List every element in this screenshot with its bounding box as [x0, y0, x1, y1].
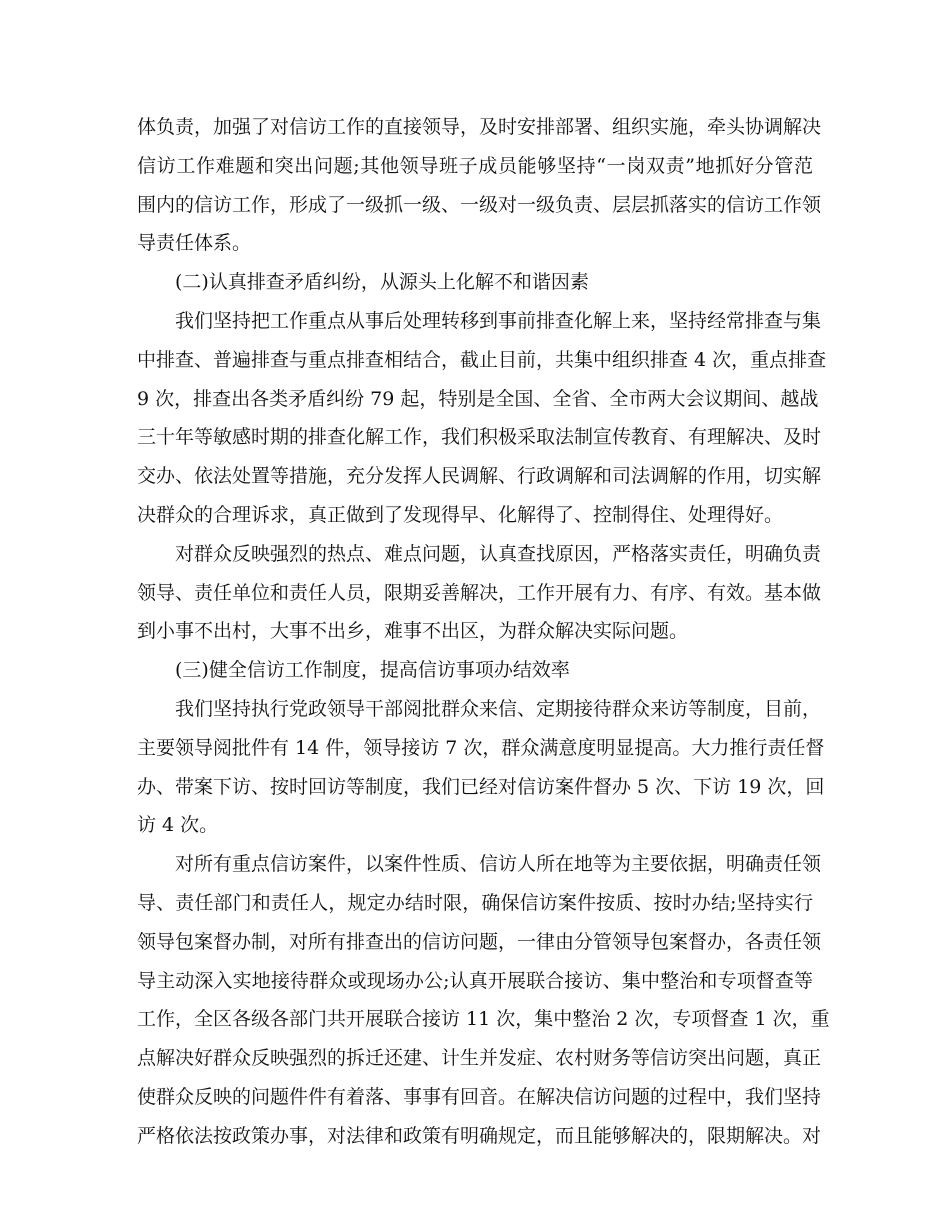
text-line: 点解决好群众反映强烈的拆迁还建、计生并发症、农村财务等信访突出问题，真正	[137, 1047, 822, 1070]
text-line: 对群众反映强烈的热点、难点问题，认真查找原因，严格落实责任，明确负责	[175, 542, 822, 565]
heading-text: (二)认真排查矛盾纠纷，从源头上化解不和谐因素	[175, 271, 589, 294]
text-line: 决群众的合理诉求，真正做到了发现得早、化解得了、控制得住、处理得好。	[137, 503, 784, 526]
text-line: 体负责，加强了对信访工作的直接领导，及时安排部署、组织实施，牵头协调解决	[137, 116, 822, 138]
text-line: 三十年等敏感时期的排查化解工作，我们积极采取法制宣传教育、有理解决、及时	[137, 426, 822, 449]
text-line: 交办、依法处置等措施，充分发挥人民调解、行政调解和司法调解的作用，切实解	[137, 465, 822, 488]
text-line: 对所有重点信访案件，以案件性质、信访人所在地等为主要依据，明确责任领	[175, 853, 822, 876]
text-line: 我们坚持把工作重点从事后处理转移到事前排查化解上来，坚持经常排查与集	[175, 309, 822, 332]
section-heading	[137, 263, 813, 302]
text-line: 主要领导阅批件有 14 件，领导接访 7 次，群众满意度明显提高。大力推行责任督	[137, 736, 825, 759]
text-line: 到小事不出村，大事不出乡，难事不出区，为群众解决实际问题。	[137, 620, 689, 643]
paragraph	[137, 845, 830, 1155]
text-line: 导、责任部门和责任人，规定办结时限，确保信访案件按质、按时办结;坚持实行	[137, 891, 813, 914]
text-line: 中排查、普遍排查与重点排查相结合，截止目前，共集中组织排查 4 次，重点排查	[137, 348, 827, 371]
document-body	[137, 108, 830, 1156]
heading-text: (三)健全信访工作制度，提高信访事项办结效率	[175, 659, 570, 682]
paragraph	[137, 535, 822, 651]
text-line: 导责任体系。	[137, 232, 252, 255]
text-line: 办、带案下访、按时回访等制度，我们已经对信访案件督办 5 次、下访 19 次，回	[137, 775, 825, 798]
text-line: 工作，全区各级各部门共开展联合接访 11 次，集中整治 2 次，专项督查 1 次，重	[137, 1008, 830, 1031]
text-line: 领导包案督办制，对所有排查出的信访问题，一律由分管领导包案督办，各责任领	[137, 930, 822, 953]
paragraph	[137, 690, 825, 845]
text-line: 严格依法按政策办事，对法律和政策有明确规定，而且能够解决的，限期解决。对	[137, 1124, 822, 1147]
text-line: 围内的信访工作，形成了一级抓一级、一级对一级负责、层层抓落实的信访工作领	[137, 193, 822, 216]
paragraph	[137, 108, 822, 263]
text-line: 领导、责任单位和责任人员，限期妥善解决，工作开展有力、有序、有效。基本做	[137, 581, 822, 604]
section-heading	[137, 651, 813, 690]
text-line: 导主动深入实地接待群众或现场办公;认真开展联合接访、集中整治和专项督查等	[137, 969, 813, 992]
text-line: 访 4 次。	[137, 814, 219, 837]
text-line: 9 次，排查出各类矛盾纠纷 79 起，特别是全国、全省、全市两大会议期间、越战	[137, 387, 819, 410]
text-line: 我们坚持执行党政领导干部阅批群众来信、定期接待群众来访等制度，目前，	[175, 697, 822, 720]
text-line: 使群众反映的问题件件有着落、事事有回音。在解决信访问题的过程中，我们坚持	[137, 1085, 822, 1108]
paragraph	[137, 302, 827, 535]
text-line: 信访工作难题和突出问题;其他领导班子成员能够坚持“一岗双责”地抓好分管范	[137, 154, 813, 177]
